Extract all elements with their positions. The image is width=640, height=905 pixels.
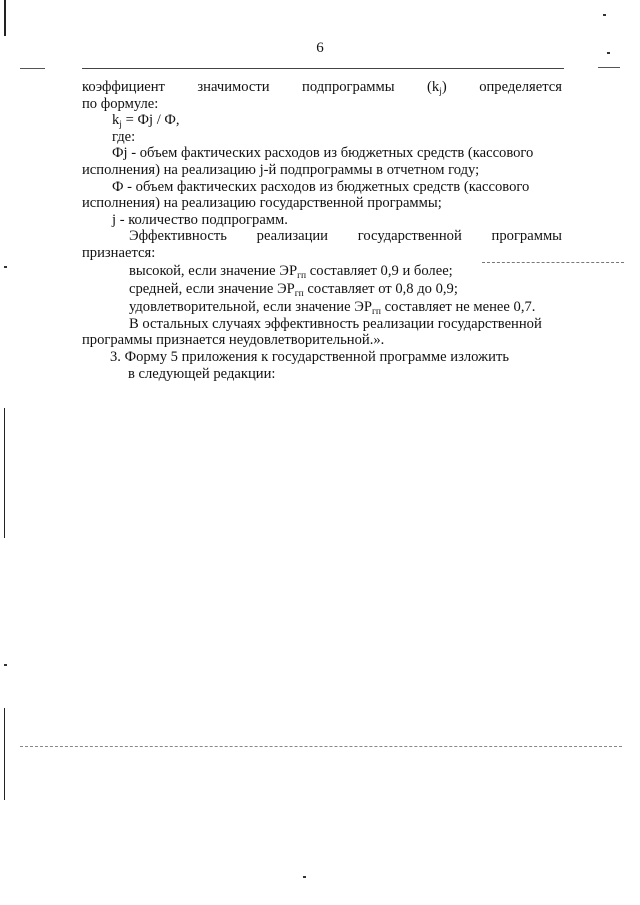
document-body — [82, 79, 562, 382]
paragraph-line: j - количество подпрограмм. — [112, 211, 288, 228]
paragraph-line: по формуле: — [82, 95, 159, 112]
text-word: значимости — [197, 79, 270, 95]
header-rule-left — [20, 68, 45, 69]
scan-edge-mark-top-left — [4, 0, 6, 36]
paragraph-line: где: — [112, 128, 136, 145]
header-rule-main — [82, 68, 564, 69]
paragraph-line — [82, 228, 562, 245]
scan-line-lower — [20, 746, 622, 747]
paragraph-line: высокой, если значение $ЭР_{гп}$ составляет 0,9 и более; — [129, 263, 453, 282]
text-word: определяется — [479, 79, 562, 95]
text-word: реализации — [256, 228, 328, 245]
page-number: 6 — [316, 40, 324, 56]
paragraph-line: средней, если значение $ЭР_{гп}$ составляет от 0,8 до 0,9; — [129, 281, 458, 300]
paragraph-line: удовлетворительной, если значение $ЭР_{гп}$ составляет не менее 0,7. — [129, 299, 536, 318]
header-rule-right — [598, 67, 620, 68]
scan-speck — [4, 664, 7, 666]
paragraph-line: В остальных случаях эффективность реализации государственной — [129, 315, 542, 332]
text-word: программы — [491, 228, 562, 245]
paragraph-line: в следующей редакции: — [128, 365, 276, 382]
scan-edge-mark-mid-left — [4, 408, 5, 538]
formula-line: $k_j$ = Фj / Ф, — [112, 112, 180, 131]
paragraph-line: программы признается неудовлетворительной.». — [82, 332, 385, 349]
text-word: $(k_j)$ — [427, 79, 447, 97]
paragraph-line: Фj - объем фактических расходов из бюджетных средств (кассового — [112, 145, 534, 162]
text-word: коэффициент — [82, 79, 165, 95]
paragraph-line — [82, 79, 562, 96]
text-word: государственной — [357, 228, 462, 245]
paragraph-line: исполнения) на реализацию j-й подпрограммы в отчетном году; — [82, 161, 480, 178]
scan-speck — [603, 14, 606, 16]
numbered-item: 3. Форму 5 приложения к государственной программе изложить — [110, 349, 509, 365]
text-word: подпрограммы — [302, 79, 395, 95]
scan-speck — [4, 266, 7, 268]
text-word: Эффективность — [129, 228, 227, 245]
scan-edge-mark-low-left — [4, 708, 5, 800]
scan-speck — [303, 876, 306, 878]
paragraph-line: исполнения) на реализацию государственной программы; — [82, 195, 442, 212]
paragraph-line: Ф - объем фактических расходов из бюджетных средств (кассового — [112, 178, 530, 195]
paragraph-line: признается: — [82, 244, 156, 261]
